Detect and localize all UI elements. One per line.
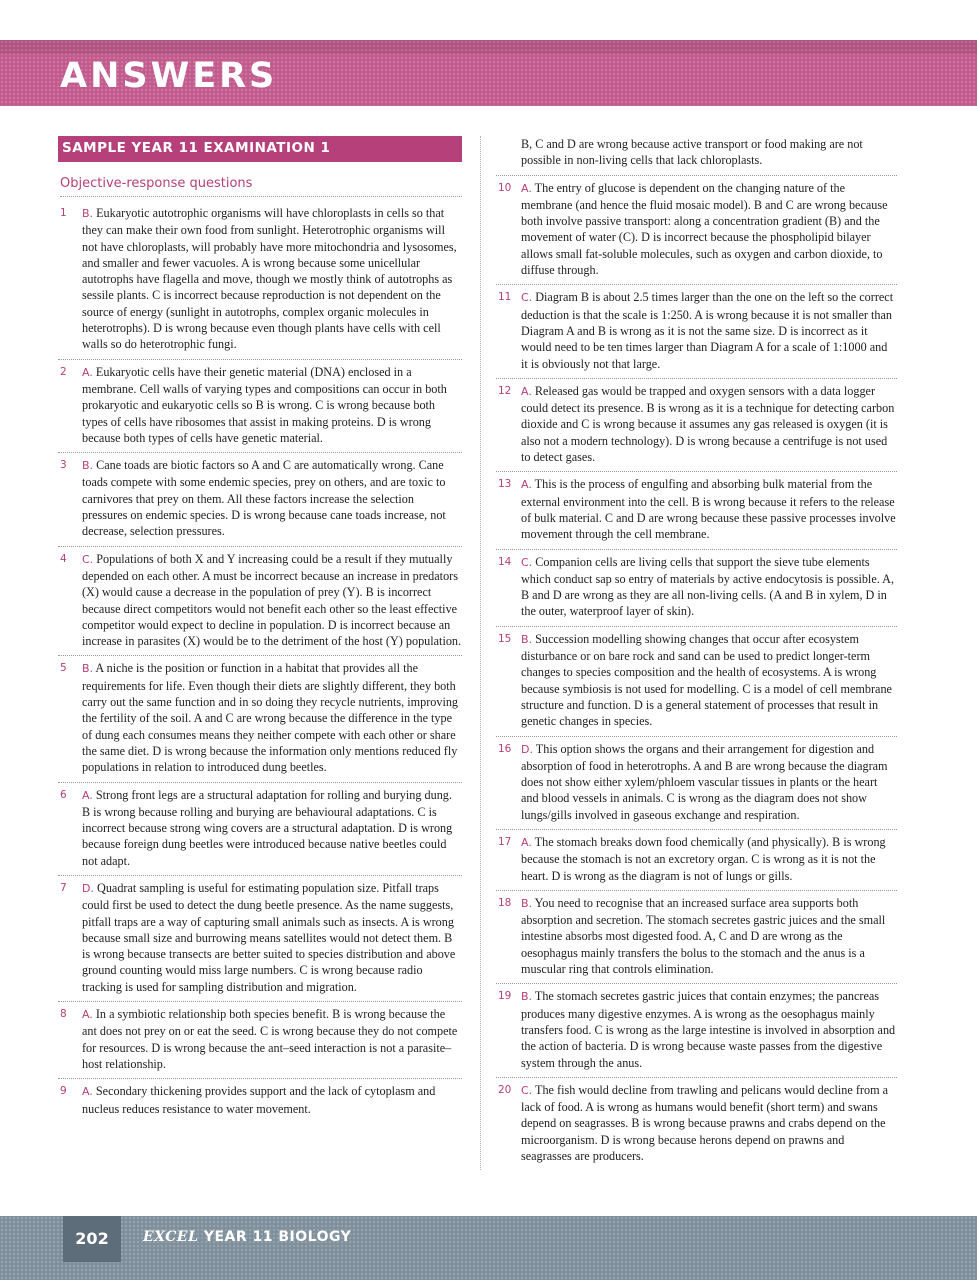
book-title (143, 1229, 351, 1245)
answer-text: B, C and D are wrong because active transport or food making are not possible in non-living cells that lack chloroplasts. (521, 137, 863, 168)
answer-text: Companion cells are living cells that support the sieve tube elements which conduct sap so entry of materials by active endocytosis is possible. A, B and D are wrong as they are all non-living cells. (A and B in xylem, D in the outer, waterproof layer of skin). (521, 554, 894, 619)
answer-key: A. (521, 181, 532, 195)
answer-text: Secondary thickening provides support and the lack of cytoplasm and nucleus reduces resistance to water movement. (82, 1084, 436, 1116)
answer-number: 9 (60, 1085, 67, 1098)
right-column (496, 136, 897, 1170)
answer-key: D. (82, 881, 94, 895)
left-column (58, 136, 462, 1123)
answer-item (58, 783, 462, 876)
answer-key: D. (521, 742, 533, 756)
answer-number: 13 (498, 478, 512, 491)
answer-key: A. (82, 1085, 93, 1099)
answer-text: Eukaryotic cells have their genetic material (DNA) enclosed in a membrane. Cell walls of varying types and compositions can occur in both prokaryotic and eukaryotic cells so B is wrong. C is wrong because both types of cells have ribosomes that assist in making proteins. D is wrong because both types of cells have genetic material. (82, 364, 447, 445)
answer-item (496, 984, 897, 1077)
page-title: ANSWERS (60, 56, 278, 96)
answer-number: 5 (60, 662, 67, 675)
footer-band (0, 1216, 977, 1280)
answer-number: 16 (498, 742, 512, 755)
answer-text: This option shows the organs and their arrangement for digestion and absorption of food in heterotrophs. A and B are wrong because the diagram does not show either xylem/phloem vascular tissues in plants or the heart and blood vessels in animals. C is wrong as the diagram does not show lungs/gills involved in gaseous exchange and respiration. (521, 741, 888, 822)
answer-number: 17 (498, 835, 512, 848)
answer-item (58, 201, 462, 360)
answer-item (496, 1078, 897, 1170)
answer-text: The entry of glucose is dependent on the changing nature of the membrane (and hence the fluid mosaic model). B and C are wrong because both involve passive transport: along a concentration gradient (B) and the movement of water (C). D is incorrect because the phospholipid bilayer allows small fat-soluble molecules, such as oxygen and carbon dioxide, to diffuse through. (521, 180, 888, 278)
answer-item (496, 737, 897, 830)
answer-item (58, 453, 462, 546)
answer-number: 10 (498, 181, 512, 194)
answer-number: 11 (498, 291, 512, 304)
book-title-brand: EXCEL (143, 1229, 199, 1245)
answer-text: Succession modelling showing changes that occur after ecosystem disturbance or on bare rock and sand can be used to predict longer-term changes to species composition and the health of ecosystems. A is wrong because symbiosis is not used for modelling. C is a model of cell membrane structure and function. D is a general statement of processes that result in genetic changes in species. (521, 631, 892, 729)
answer-number: 7 (60, 881, 67, 894)
answer-text: In a symbiotic relationship both species benefit. B is wrong because the ant does not prey on or eat the seed. C is wrong because they do not compete for resources. D is wrong because the ant–seed interaction is not a parasite–host relationship. (82, 1007, 458, 1071)
answer-item (58, 1079, 462, 1123)
answer-key: A. (82, 1008, 93, 1022)
answer-key: A. (521, 384, 532, 398)
answer-number: 15 (498, 632, 512, 645)
answer-item (58, 1002, 462, 1079)
answer-text: The stomach breaks down food chemically (and physically). B is wrong because the stomach is not an excretory organ. C is wrong as it is not the heart. D is wrong as the diagram is not of lungs or gills. (521, 834, 886, 883)
answer-number: 18 (498, 896, 512, 909)
answer-key: C. (82, 552, 94, 566)
answer-item (58, 656, 462, 782)
answer-text: A niche is the position or function in a habitat that provides all the requirements for life. Even though their diets are slightly different, they both carry out the same function and in so doing they recycle nutrients, improving the fertility of the soil. A and C are wrong because the difference in the type of dung each consumes means they neither compete with each other or share the same diet. D is wrong because the information only mentions reduced fly populations in relation to introduced dung beetles. (82, 661, 459, 775)
answer-text: Released gas would be trapped and oxygen sensors with a data logger could detect its presence. B is wrong as it is a technique for detecting carbon dioxide and C is wrong because it assumes any gas released is oxygen (it is also not a modern technology). D is wrong because a centrifuge is not used to detect gases. (521, 383, 895, 465)
answer-number: 8 (60, 1008, 67, 1021)
answer-item (58, 360, 462, 453)
answer-key: C. (521, 1083, 533, 1097)
answer-key: B. (521, 632, 533, 646)
answer-item (496, 379, 897, 472)
answer-number: 4 (60, 552, 67, 565)
answer-text: The stomach secretes gastric juices that contain enzymes; the pancreas produces many digestive enzymes. A is wrong as the oesophagus mainly transfers food. C is wrong as the large intestine is involved in absorption and the action of bacteria. D is wrong because waste passes from the digestive system through the anus. (521, 989, 896, 1070)
answer-key: B. (521, 896, 533, 910)
answer-key: B. (82, 459, 94, 473)
answer-item (496, 550, 897, 627)
answer-number: 6 (60, 788, 67, 801)
answer-number: 14 (498, 555, 512, 568)
answer-key: C. (521, 555, 533, 569)
answer-number: 1 (60, 207, 67, 219)
answer-key: C. (521, 291, 533, 305)
answer-key: A. (521, 835, 532, 849)
answer-text: You need to recognise that an increased surface area supports both absorption and secretion. The stomach secretes gastric juices and the small intestine absorbs most digested food. A, C and D are wrong as the oesophagus mainly transfers the bolus to the stomach and the anus is a muscular ring that controls elimination. (521, 895, 886, 977)
answer-text: Quadrat sampling is useful for estimating population size. Pitfall traps could first be used to detect the dung beetle presence. As the name suggests, pitfall traps are a way of capturing small animals such as insects. A is wrong because small size and burrowing means satellites would not detect them. B is wrong because transects are better suited to species distribution and above ground counting would miss large numbers. C is wrong because radio tracking is used for sampling distribution and migration. (82, 880, 456, 994)
section-title: SAMPLE YEAR 11 EXAMINATION 1 (62, 140, 331, 156)
answer-item (496, 176, 897, 286)
page-number: 202 (75, 1229, 109, 1248)
answer-key: B. (82, 662, 94, 676)
answer-item (496, 472, 897, 549)
answer-number: 3 (60, 459, 67, 472)
answer-item (496, 627, 897, 737)
answer-text: Diagram B is about 2.5 times larger than the one on the left so the correct deduction is that the scale is 1:250. A is wrong because it is not smaller than Diagram A and B is wrong as it is not the same size. D is incorrect as it would need to be ten times larger than Diagram A for a scale of 1:1000 and it is obviously not that large. (521, 290, 894, 371)
answer-key: A. (521, 478, 532, 492)
answer-key: A. (82, 365, 93, 379)
answer-text: This is the process of engulfing and absorbing bulk material from the external environment into the cell. B is wrong because it refers to the release of bulk material. C and D are wrong because these passive processes involve movement through the cell membrane. (521, 477, 896, 542)
answer-item (496, 285, 897, 378)
section-subheading: Objective-response questions (60, 176, 462, 197)
answer-text: Populations of both X and Y increasing could be a result if they mutually depended on each other. A must be incorrect because an increase in predators (X) would cause a decrease in the population of prey (Y). B is incorrect because direct competitors would not benefit each other so the least effective competitor would expect to decline in population. D is incorrect because an increase in parasites (X) would be to the detriment of the host (Y) population. (82, 551, 462, 649)
answer-text: The fish would decline from trawling and pelicans would decline from a lack of food. A is wrong as humans would benefit (short term) and swans depend on seagrasses. B is wrong because prawns and crabs depend on the microorganism. D is wrong because herons depend on prawns and seagrasses are producers. (521, 1082, 889, 1164)
answer-text: Strong front legs are a structural adaptation for rolling and burying dung. B is wrong because rolling and burying are behavioural adaptations. C is incorrect because strong wing covers are a structural adaptation. D is wrong because foreign dung beetles were introduced because native beetles could not adapt. (82, 787, 453, 868)
header-band (0, 40, 977, 106)
answer-item (58, 547, 462, 657)
answer-number: 2 (60, 365, 67, 378)
answer-key: A. (82, 788, 93, 802)
answer-number: 19 (498, 990, 512, 1003)
book-title-rest: YEAR 11 BIOLOGY (198, 1229, 352, 1245)
answer-number: 12 (498, 384, 512, 397)
answer-key: B. (521, 990, 533, 1004)
answer-item (496, 830, 897, 891)
answer-number: 20 (498, 1083, 512, 1096)
page-number-box (63, 1216, 121, 1262)
section-banner (58, 136, 462, 162)
answer-key: B. (82, 207, 94, 220)
answer-item (496, 891, 897, 984)
answer-item (58, 876, 462, 1002)
answer-text: Cane toads are biotic factors so A and C are automatically wrong. Cane toads compete with some endemic species, prey on others, and are toxic to carnivores that prey on them. All these factors increase the selection pressures on endemic species. D is wrong because cane toads increase, not decrease, selection pressures. (82, 458, 446, 539)
answer-continuation (496, 136, 897, 176)
answer-text: Eukaryotic autotrophic organisms will have chloroplasts in cells so that they can make their own food from sunlight. Heterotrophic organisms will not have chloroplasts, will probably have more mitochondria and lysosomes, and smaller and fewer vacuoles. A is wrong because some unicellular autotrophs have flagella and move, though we mostly think of autotrophs as sessile plants. C is incorrect because reproduction is not dependent on the source of energy (sunlight in autotrophs, complex organic molecules in heterotrophs). D is wrong because even though plants have cells with cell walls so do heterotrophic fungi. (82, 206, 457, 352)
column-divider (480, 136, 481, 1170)
